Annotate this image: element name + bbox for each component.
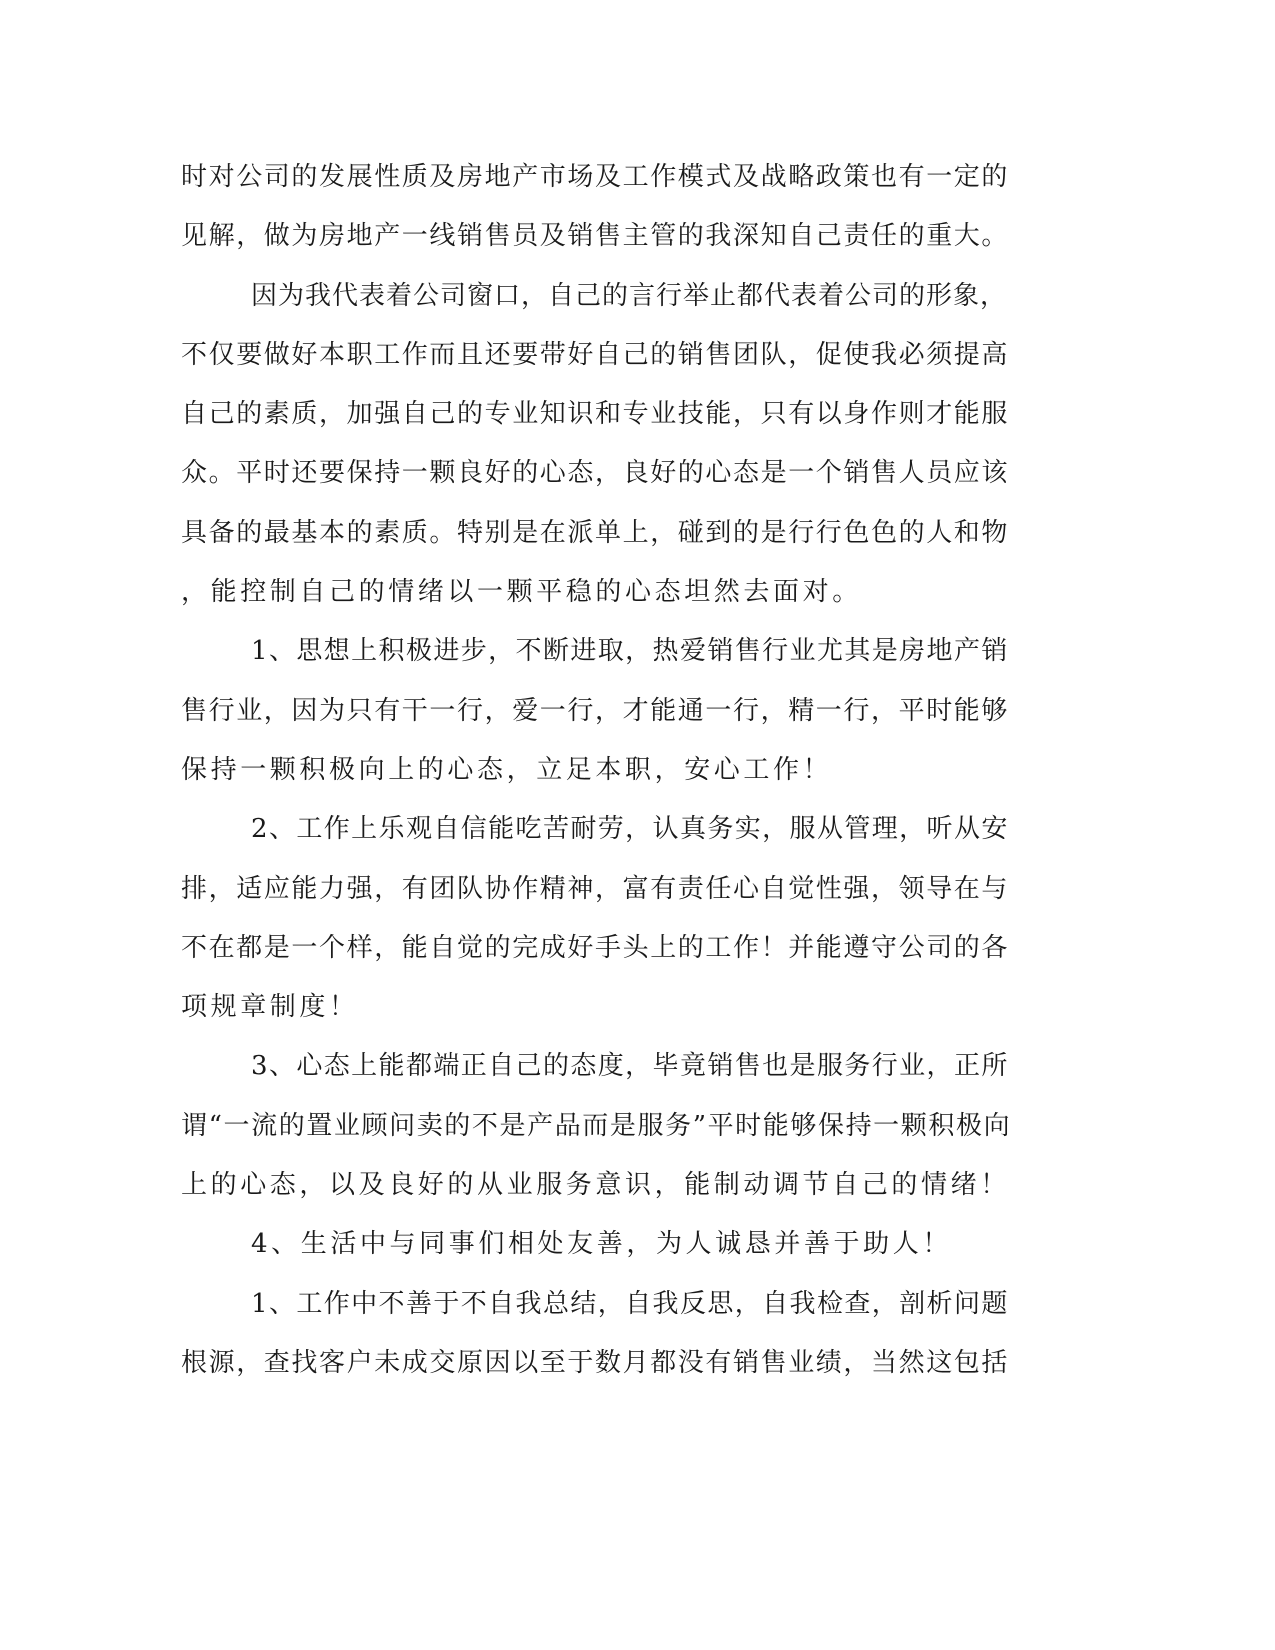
text-line: 因为我代表着公司窗口，自己的言行举止都代表着公司的形象， xyxy=(251,280,1008,311)
text-line: 见解，做为房地产一线销售员及销售主管的我深知自己责任的重大。 xyxy=(181,221,1010,252)
text-line: 排，适应能力强，有团队协作精神，富有责任心自觉性强，领导在与 xyxy=(181,873,1010,904)
text-line: 1、思想上积极进步，不断进取，热爱销售行业尤其是房地产销 xyxy=(251,636,1009,667)
text-line: 2、工作上乐观自信能吃苦耐劳，认真务实，服从管理，听从安 xyxy=(251,814,1009,845)
text-line: 自己的素质，加强自己的专业知识和专业技能，只有以身作则才能服 xyxy=(181,399,1010,430)
text-line: 根源，查找客户未成交原因以至于数月都没有销售业绩，当然这包括 xyxy=(181,1347,1010,1378)
text-line: 项规章制度！ xyxy=(181,992,359,1023)
text-line: 时对公司的发展性质及房地产市场及工作模式及战略政策也有一定的 xyxy=(181,162,1010,192)
text-line: 4、生活中与同事们相处友善，为人诚恳并善于助人！ xyxy=(251,1229,952,1260)
text-line: 谓“一流的置业顾问卖的不是产品而是服务”平时能够保持一颗积极向 xyxy=(181,1110,1012,1141)
text-line: 不在都是一个样，能自觉的完成好手头上的工作！并能遵守公司的各 xyxy=(181,932,1010,963)
text-line: 上的心态，以及良好的从业服务意识，能制动调节自己的情绪！ xyxy=(181,1170,1010,1201)
text-line: 不仅要做好本职工作而且还要带好自己的销售团队，促使我必须提高 xyxy=(181,339,1010,370)
text-line: 售行业，因为只有干一行，爱一行，才能通一行，精一行，平时能够 xyxy=(181,695,1010,726)
text-line: 3、心态上能都端正自己的态度，毕竟销售也是服务行业，正所 xyxy=(251,1051,1009,1082)
text-line: 1、工作中不善于不自我总结，自我反思，自我检查，剖析问题 xyxy=(251,1288,1009,1319)
text-line: 众。平时还要保持一颗良好的心态，良好的心态是一个销售人员应该 xyxy=(181,458,1010,489)
text-line: 具备的最基本的素质。特别是在派单上，碰到的是行行色色的人和物 xyxy=(181,517,1010,548)
text-line: ，能控制自己的情绪以一颗平稳的心态坦然去面对。 xyxy=(181,577,862,608)
document-body xyxy=(181,148,1011,1393)
text-line: 保持一颗积极向上的心态，立足本职，安心工作！ xyxy=(181,754,833,785)
